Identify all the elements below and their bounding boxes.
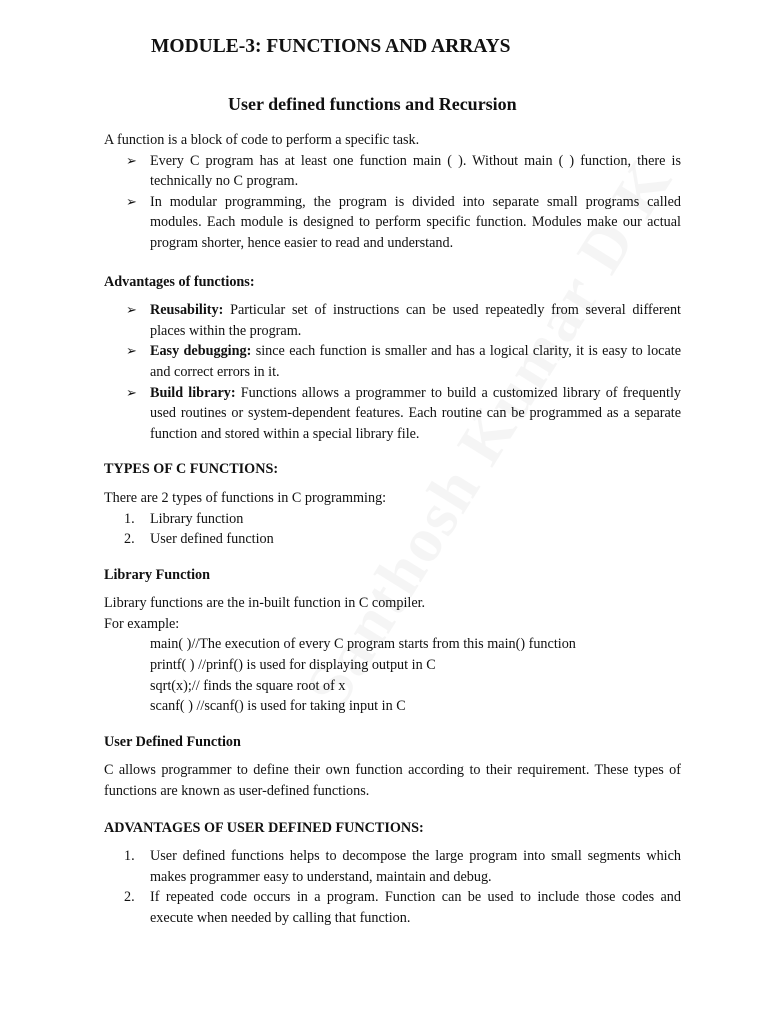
intro-text: A function is a block of code to perform a specific task. xyxy=(104,132,420,148)
example-list xyxy=(104,634,681,716)
example-line: main( )//The execution of every C program starts from this main() function xyxy=(150,636,576,653)
arrow-bullet-icon: ➢ xyxy=(126,193,137,209)
library-text: Library functions are the in-built function in C compiler. xyxy=(104,595,426,612)
arrow-bullet-icon: ➢ xyxy=(126,343,137,359)
module-title: MODULE-3: FUNCTIONS AND ARRAYS xyxy=(151,36,511,57)
list-item xyxy=(104,509,681,530)
example-label: For example: xyxy=(104,615,180,632)
intro-bullet-text: In modular programming, the program is divided into separate small programs called modules. Each module is designed to perform specific function. Modules make our actual program shorter, hence easier to read and understand. xyxy=(150,193,681,251)
arrow-bullet-icon: ➢ xyxy=(126,384,137,400)
list-item xyxy=(104,529,681,550)
udf-advantage-text: User defined functions helps to decompose the large program into small segments which makes programmer easy to understand, maintain and debug. xyxy=(150,848,681,885)
intro-list xyxy=(104,151,681,254)
advantage-term: Reusability: xyxy=(150,302,224,319)
list-item xyxy=(104,151,681,192)
list-item xyxy=(104,887,681,928)
advantage-term: Easy debugging: xyxy=(150,343,252,360)
library-heading: Library Function xyxy=(104,566,211,583)
type-item-text: User defined function xyxy=(150,531,274,548)
types-text: There are 2 types of functions in C programming: xyxy=(104,489,387,506)
list-item xyxy=(104,300,681,341)
advantages-list xyxy=(104,300,681,444)
advantage-term: Build library: xyxy=(150,384,236,401)
list-number: 2. xyxy=(124,531,135,548)
example-line: printf( ) //prinf() is used for displaying output in C xyxy=(150,657,436,674)
list-number: 1. xyxy=(124,848,135,865)
list-item xyxy=(104,383,681,445)
arrow-bullet-icon: ➢ xyxy=(126,302,137,318)
section-subtitle: User defined functions and Recursion xyxy=(228,94,517,114)
type-item-text: Library function xyxy=(150,510,244,527)
types-list xyxy=(104,509,681,550)
body-flow xyxy=(104,130,681,929)
list-number: 1. xyxy=(124,510,135,527)
user-defined-text: C allows programmer to define their own function according to their requirement. These types of functions are known as user-defined functions. xyxy=(104,762,681,800)
user-defined-heading: User Defined Function xyxy=(104,733,241,750)
advantage-text: since each function is smaller and has a logical clarity, it is easy to locate and correct errors in it. xyxy=(150,343,681,380)
list-number: 2. xyxy=(124,889,135,906)
arrow-bullet-icon: ➢ xyxy=(126,152,137,168)
example-line: sqrt(x);// finds the square root of x xyxy=(150,677,346,694)
udf-advantages-heading: ADVANTAGES OF USER DEFINED FUNCTIONS: xyxy=(104,819,424,836)
advantage-text: Functions allows a programmer to build a customized library of frequently used routines or system-dependent features. Each routine can be programmed as a separate function and stored within a special library file. xyxy=(150,384,681,442)
intro-bullet-text: Every C program has at least one function main ( ). Without main ( ) function, there is technically no C program. xyxy=(150,152,681,190)
udf-advantages-list xyxy=(104,846,681,928)
list-item xyxy=(104,846,681,887)
udf-advantage-text: If repeated code occurs in a program. Function can be used to include those codes and execute when needed by calling that function. xyxy=(150,889,681,926)
advantages-heading: Advantages of functions: xyxy=(104,273,255,290)
list-item xyxy=(104,192,681,254)
types-heading: TYPES OF C FUNCTIONS: xyxy=(104,461,279,478)
example-line: scanf( ) //scanf() is used for taking input in C xyxy=(150,698,406,715)
advantage-text: Particular set of instructions can be used repeatedly from several different places within the program. xyxy=(150,302,681,339)
list-item xyxy=(104,341,681,382)
